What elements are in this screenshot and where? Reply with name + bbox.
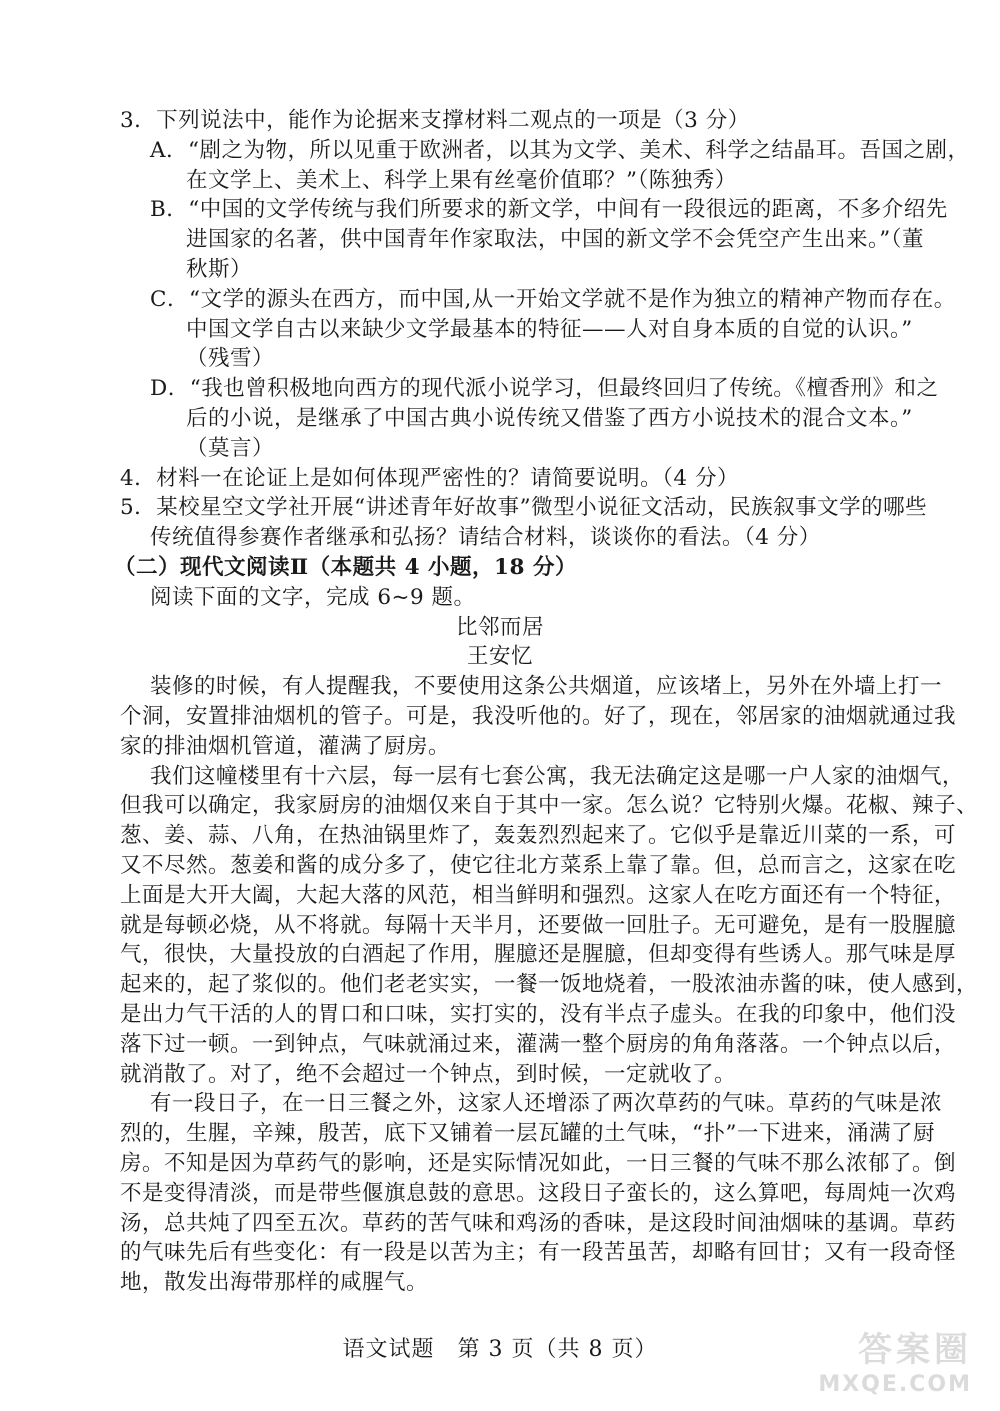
- paragraph-2-line10: 落下过一顿。一到钟点，气味就涌过来，灌满一整个厨房的角角落落。一个钟点以后，: [120, 1031, 957, 1057]
- question-3-option-d-line1: D．“我也曾积极地向西方的现代派小说学习，但最终回归了传统。《檀香刑》和之: [150, 376, 939, 402]
- paragraph-3-line5: 汤，总共炖了四至五次。草药的苦气味和鸡汤的香味，是这段时间油烟味的基调。草药: [120, 1210, 957, 1236]
- question-3-option-b-line3: 秋斯）: [186, 257, 253, 282]
- watermark-logo-text: 答案圈: [858, 1330, 972, 1370]
- passage-title: 比邻而居: [455, 614, 544, 640]
- question-5-line2: 传统值得参赛作者继承和弘扬？请结合材料，谈谈你的看法。（4 分）: [150, 525, 821, 551]
- paragraph-2-line11: 就消散了。对了，绝不会超过一个钟点，到时候，一定就收了。: [120, 1061, 737, 1087]
- question-3-option-b-line2: 进国家的名著，供中国青年作家取法，中国的新文学不会凭空产生出来。”（董: [186, 227, 924, 253]
- paragraph-3-line3: 房。不知是因为草药气的影响，还是实际情况如此，一日三餐的气味不那么浓郁了。倒: [120, 1151, 957, 1176]
- question-3-option-a-line1: A．“剧之为物，所以见重于欧洲者，以其为文学、美术、科学之结晶耳。吾国之剧，: [150, 137, 970, 163]
- section-2-instruction: 阅读下面的文字，完成 6~9 题。: [150, 584, 476, 610]
- paragraph-2-line4: 又不尽然。葱姜和酱的成分多了，使它往北方菜系上靠了靠。但，总而言之，这家在吃: [120, 853, 957, 878]
- paragraph-2-line2: 但我可以确定，我家厨房的油烟仅来自于其中一家。怎么说？它特别火爆。花椒、辣子、: [120, 793, 979, 819]
- question-3-option-d-line2: 后的小说，是继承了中国古典小说传统又借鉴了西方小说技术的混合文本。”: [186, 406, 913, 431]
- question-5-line1: 5．某校星空文学社开展“讲述青年好故事”微型小说征文活动，民族叙事文学的哪些: [120, 495, 928, 521]
- question-3-option-b-line1: B．“中国的文学传统与我们所要求的新文学，中间有一段很远的距离，不多介绍先: [150, 197, 948, 223]
- question-3-option-d-line3: （莫言）: [186, 435, 275, 461]
- paragraph-3-line2: 烈的，生腥，辛辣，殷苦，底下又铺着一层瓦罐的土气味，“扑”一下进来，涌满了厨: [120, 1121, 935, 1147]
- passage-author: 王安忆: [466, 644, 533, 670]
- paragraph-2-line7: 气，很快，大量投放的白酒起了作用，腥臆还是腥臆，但却变得有些诱人。那气味是厚: [120, 942, 957, 968]
- question-3-option-c-line1: C．“文学的源头在西方，而中国,从一开始文学就不是作为独立的精神产物而存在。: [150, 286, 956, 312]
- question-3-option-c-line3: （残雪）: [186, 346, 275, 372]
- paragraph-3-line1: 有一段日子，在一日三餐之外，这家人还增添了两次草药的气味。草药的气味是浓: [150, 1091, 943, 1117]
- question-4: 4．材料一在论证上是如何体现严密性的？请简要说明。（4 分）: [120, 465, 739, 491]
- paragraph-1-line1: 装修的时候，有人提醒我，不要使用这条公共烟道，应该堵上，另外在外墙上打一: [150, 674, 943, 700]
- paragraph-2-line1: 我们这幢楼里有十六层，每一层有七套公寓，我无法确定这是哪一户人家的油烟气，: [150, 763, 965, 789]
- page-footer: 语文试题 第 3 页（共 8 页）: [342, 1337, 658, 1362]
- section-2-heading: （二）现代文阅读Ⅱ（本题共 4 小题，18 分）: [114, 555, 577, 580]
- paragraph-3-line4: 不是变得清淡，而是带些偃旗息鼓的意思。这段日子蛮长的，这么算吧，每周炖一次鸡: [120, 1180, 957, 1206]
- question-3-option-a-line2: 在文学上、美术上、科学上果有丝毫价值耶？”（陈独秀）: [186, 167, 737, 193]
- paragraph-2-line3: 葱、姜、蒜、八角，在热油锅里炸了，轰轰烈烈起来了。它似乎是靠近川菜的一系，可: [120, 823, 957, 849]
- paragraph-2-line8: 起来的，起了浆似的。他们老老实实，一餐一饭地烧着，一股浓油赤酱的味，使人感到，: [120, 972, 979, 998]
- question-3-stem: 3．下列说法中，能作为论据来支撑材料二观点的一项是（3 分）: [120, 108, 750, 133]
- paragraph-1-line3: 家的排油烟机管道，灌满了厨房。: [120, 733, 451, 759]
- site-watermark: [780, 1327, 980, 1399]
- paragraph-2-line5: 上面是大开大阖，大起大落的风范，相当鲜明和强烈。这家人在吃方面还有一个特征，: [120, 882, 957, 908]
- paragraph-1-line2: 个洞，安置排油烟机的管子。可是，我没听他的。好了，现在，邻居家的油烟就通过我: [120, 704, 957, 729]
- paragraph-3-line7: 地，散发出海带那样的咸腥气。: [120, 1270, 429, 1296]
- paragraph-3-line6: 的气味先后有些变化：有一段是以苦为主；有一段苦虽苦，却略有回甘；又有一段奇怪: [120, 1240, 957, 1266]
- paragraph-2-line9: 是出力气干活的人的胃口和口味，实打实的，没有半点子虚头。在我的印象中，他们没: [120, 1002, 957, 1027]
- paragraph-2-line6: 就是每顿必烧，从不将就。每隔十天半月，还要做一回肚子。无可避免，是有一股腥臆: [120, 912, 957, 938]
- watermark-url-text: MXQE.COM: [818, 1372, 972, 1397]
- question-3-option-c-line2: 中国文学自古以来缺少文学最基本的特征——人对自身本质的自觉的认识。”: [186, 316, 913, 342]
